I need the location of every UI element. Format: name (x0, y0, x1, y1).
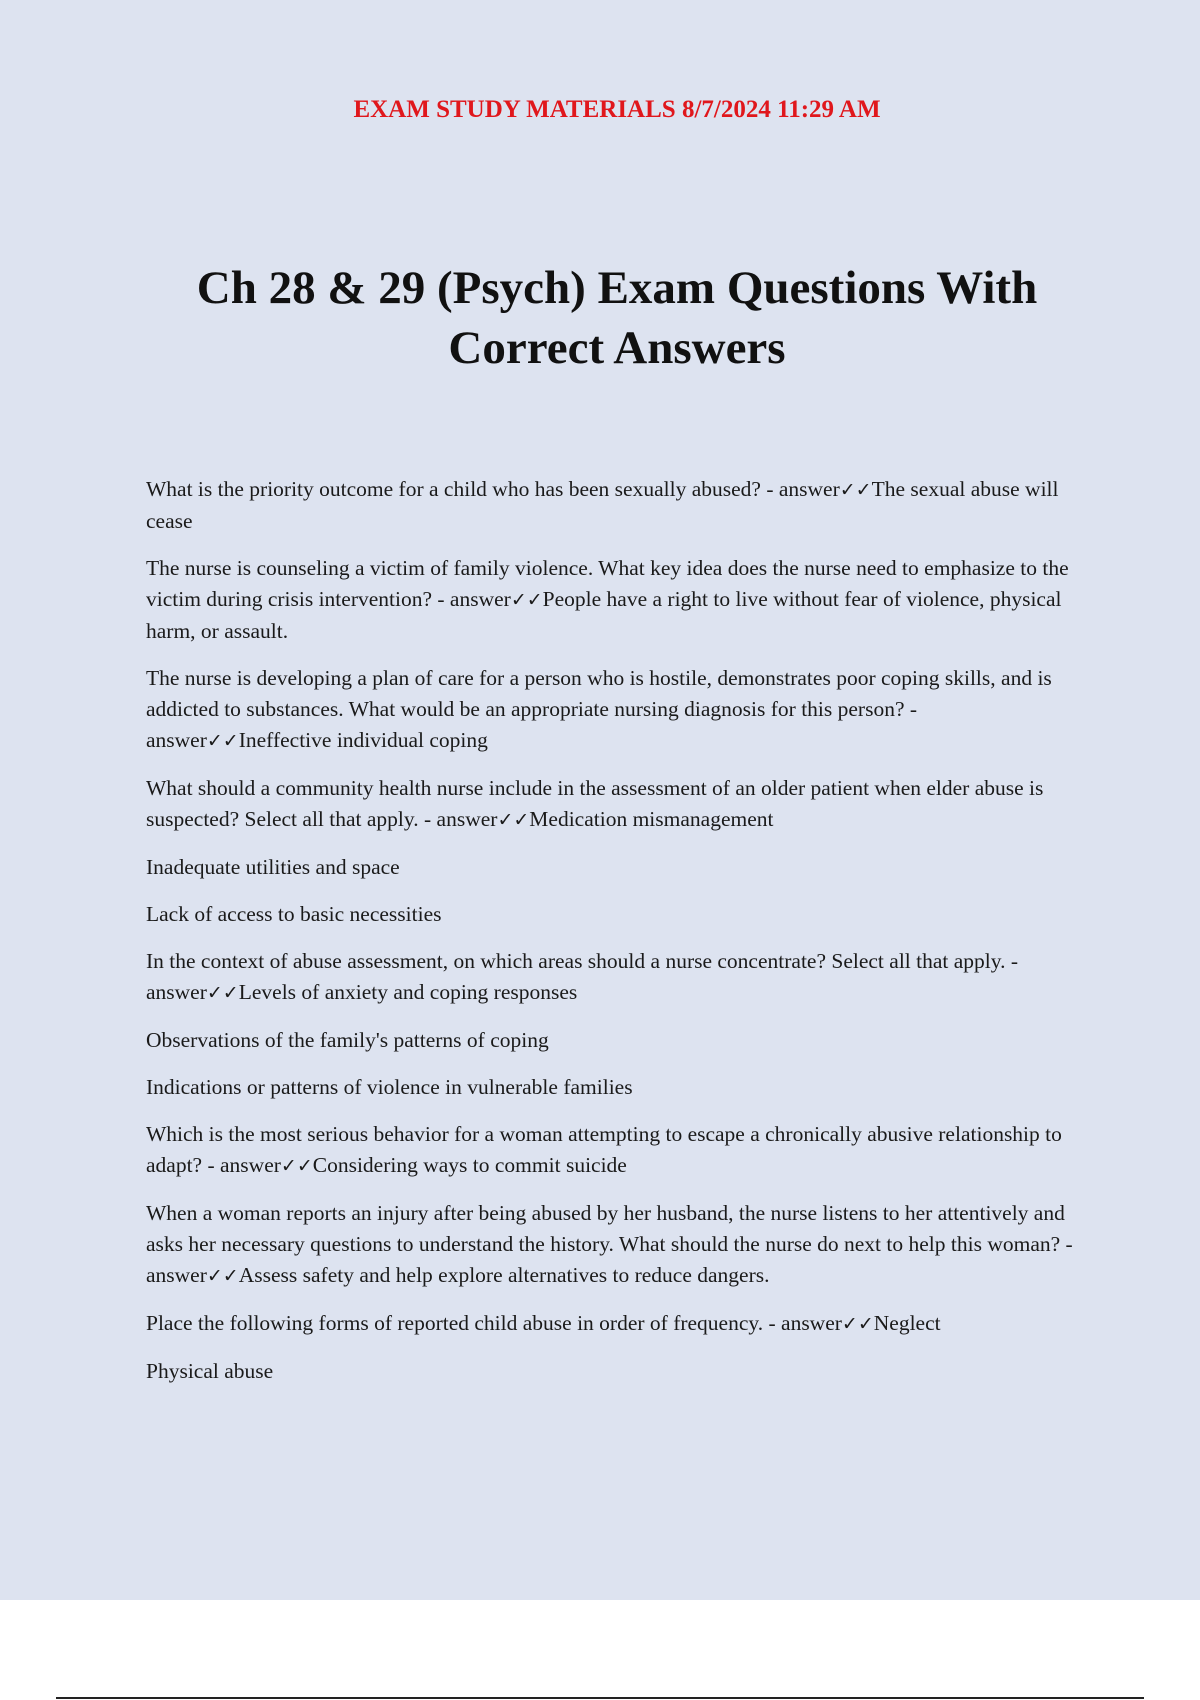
answer-check-icon: ✓✓ (841, 1313, 874, 1335)
answer-check-icon: ✓✓ (497, 809, 530, 831)
answer-continuation: Observations of the family's patterns of coping (146, 1028, 549, 1052)
answer-text: Medication mismanagement (529, 807, 774, 831)
answer-text: Assess safety and help explore alternatives to reduce dangers. (238, 1263, 770, 1287)
question-text: The nurse is counseling a victim of family violence. What key idea does the nurse need to emphasize to the victim during crisis intervention? - answer (146, 556, 1069, 611)
question-list (146, 474, 1081, 1403)
qa-item-2 (146, 553, 1081, 647)
qa-item-7 (146, 1198, 1081, 1292)
answer-continuation: Inadequate utilities and space (146, 855, 400, 879)
answer-continuation: Physical abuse (146, 1359, 274, 1383)
answer-continuation: Indications or patterns of violence in vulnerable families (146, 1075, 633, 1099)
title-line-2: Correct Answers (448, 322, 786, 374)
question-text: Place the following forms of reported child abuse in order of frequency. - answer (146, 1311, 842, 1335)
answer-check-icon: ✓✓ (510, 589, 543, 611)
answer-text: Neglect (873, 1311, 941, 1335)
answer-continuation: Lack of access to basic necessities (146, 902, 442, 926)
answer-check-icon: ✓✓ (206, 730, 239, 752)
exam-header: EXAM STUDY MATERIALS 8/7/2024 11:29 AM (353, 96, 881, 123)
question-text: What is the priority outcome for a child who has been sexually abused? - answer (146, 477, 840, 501)
question-text: Which is the most serious behavior for a woman attempting to escape a chronically abusive relationship to adapt? - answer (146, 1122, 1062, 1177)
qa-item-3 (146, 663, 1081, 757)
answer-check-icon: ✓✓ (206, 1265, 239, 1287)
question-text: When a woman reports an injury after being abused by her husband, the nurse listens to her attentively and asks her necessary questions to understand the history. What should the nurse do next to help this woman? - answer (146, 1201, 1073, 1287)
footer-divider (56, 1697, 1144, 1699)
qa-item-4 (146, 773, 1081, 836)
answer-text: People have a right to live without fear of violence, physical harm, or assault. (146, 587, 1062, 643)
answer-check-icon: ✓✓ (839, 479, 872, 501)
answer-text: The sexual abuse will cease (146, 477, 1059, 533)
title-line-1: Ch 28 & 29 (Psych) Exam Questions With (196, 262, 1038, 314)
question-text: In the context of abuse assessment, on which areas should a nurse concentrate? Select all that apply. - answer (146, 949, 1019, 1004)
answer-check-icon: ✓✓ (280, 1155, 313, 1177)
qa-item-1 (146, 474, 1081, 537)
question-text: The nurse is developing a plan of care for a person who is hostile, demonstrates poor coping skills, and is addicted to substances. What would be an appropriate nursing diagnosis for this person? - answer (146, 666, 1052, 752)
answer-check-icon: ✓✓ (206, 982, 239, 1004)
qa-item-8 (146, 1308, 1081, 1340)
qa-item-5 (146, 946, 1081, 1009)
qa-item-6 (146, 1119, 1081, 1182)
answer-text: Considering ways to commit suicide (312, 1153, 627, 1177)
question-text: What should a community health nurse include in the assessment of an older patient when elder abuse is suspected? Select all that apply. - answer (146, 776, 1044, 831)
answer-text: Levels of anxiety and coping responses (238, 980, 578, 1004)
answer-text: Ineffective individual coping (238, 728, 488, 752)
page-title (0, 258, 1200, 378)
